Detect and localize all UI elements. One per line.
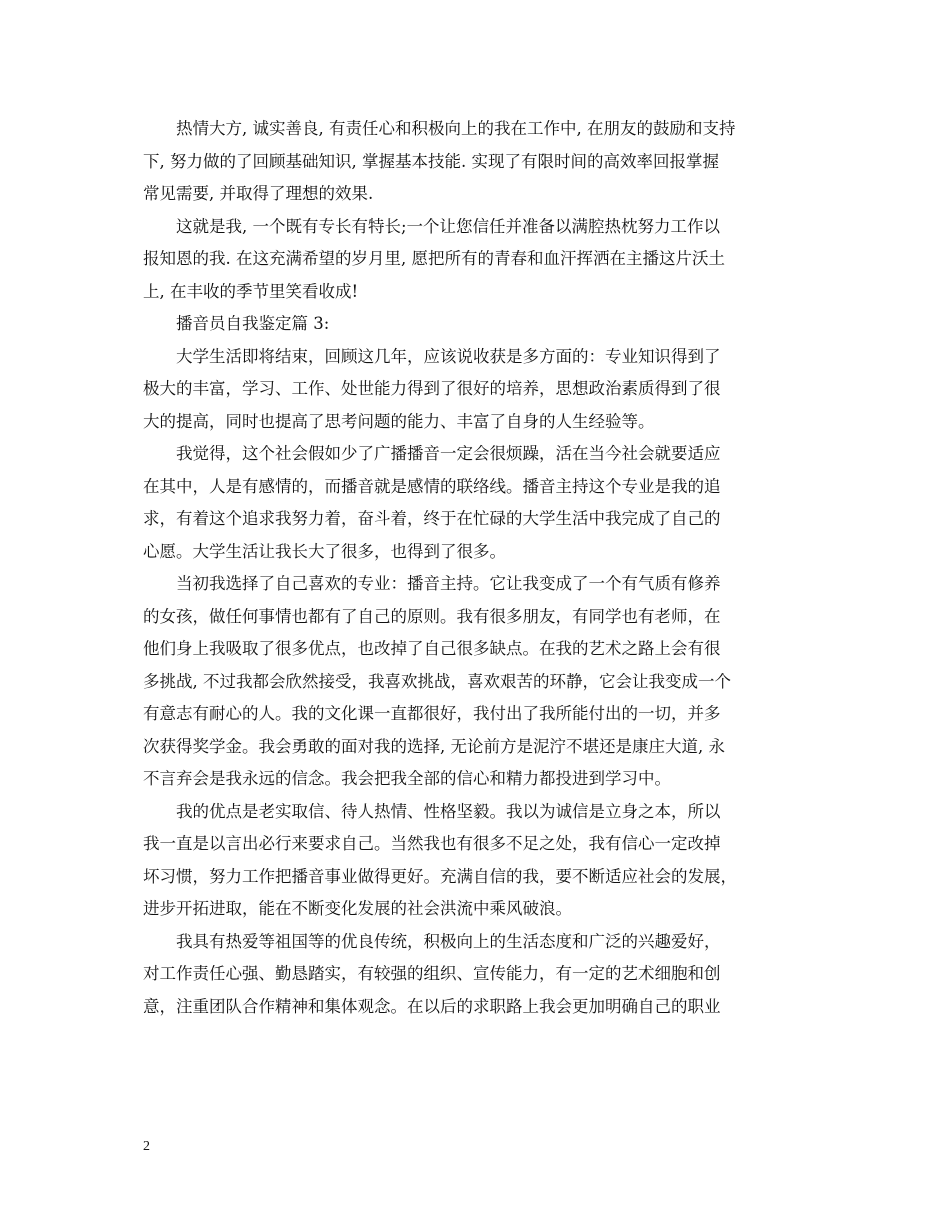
text-line: 次获得奖学金。我会勇敢的面对我的选择, 无论前方是泥泞不堪还是康庄大道, 永 (143, 736, 725, 756)
text-line: 求，有着这个追求我努力着，奋斗着，终于在忙碌的大学生活中我完成了自己的 (143, 509, 721, 528)
text-line: 我的优点是老实取信、待人热情、性格坚毅。我以为诚信是立身之本，所以 (143, 801, 721, 821)
text-line: 报知恩的我. 在这充满希望的岁月里, 愿把所有的青春和血汗挥洒在主播这片沃土 (143, 249, 725, 268)
text-line: 心愿。大学生活让我长大了很多，也得到了很多。 (143, 541, 506, 561)
text-line: 上, 在丰收的季节里笑看收成! (143, 281, 359, 301)
document-body (143, 113, 823, 1023)
text-line: 我具有热爱等祖国等的优良传统，积极向上的生活态度和广泛的兴趣爱好， (143, 931, 721, 951)
text-line: 常见需要, 并取得了理想的效果. (143, 184, 374, 203)
text-line: 的女孩，做任何事情也都有了自己的原则。我有很多朋友，有同学也有老师，在 (143, 606, 721, 626)
text-line: 多挑战, 不过我都会欣然接受，我喜欢挑战，喜欢艰苦的环静，它会让我变成一个 (143, 671, 731, 691)
text-line: 我一直是以言出必行来要求自己。当然我也有很多不足之处，我有信心一定改掉 (143, 834, 721, 853)
text-line: 当初我选择了自己喜欢的专业：播音主持。它让我变成了一个有气质有修养 (143, 574, 721, 593)
text-line: 这就是我, 一个既有专长有特长;一个让您信任并准备以满腔热枕努力工作以 (143, 216, 721, 236)
text-line: 对工作责任心强、勤恳踏实，有较强的组织、宣传能力，有一定的艺术细胞和创 (143, 964, 721, 983)
text-line: 播音员自我鉴定篇 3: (143, 314, 330, 333)
text-line: 极大的丰富，学习、工作、处世能力得到了很好的培养，思想政治素质得到了很 (143, 379, 721, 398)
text-line: 意，注重团队合作精神和集体观念。在以后的求职路上我会更加明确自己的职业 (143, 996, 721, 1016)
text-line: 进步开拓进取，能在不断变化发展的社会洪流中乘风破浪。 (143, 899, 572, 918)
text-line: 坏习惯，努力工作把播音事业做得更好。充满自信的我，要不断适应社会的发展， (143, 866, 737, 886)
text-line: 下, 努力做的了回顾基础知识, 掌握基本技能. 实现了有限时间的高效率回报掌握 (143, 151, 719, 171)
text-line: 在其中，人是有感情的，而播音就是感情的联络线。播音主持这个专业是我的追 (143, 476, 721, 496)
text-line: 有意志有耐心的人。我的文化课一直都很好，我付出了我所能付出的一切，并多 (143, 704, 721, 723)
text-line: 他们身上我吸取了很多优点，也改掉了自己很多缺点。在我的艺术之路上会有很 (143, 639, 721, 658)
text-line: 大的提高，同时也提高了思考问题的能力、丰富了自身的人生经验等。 (143, 411, 655, 431)
text-line: 热情大方, 诚实善良, 有责任心和积极向上的我在工作中, 在朋友的鼓励和支持 (143, 119, 736, 138)
page-number: 2 (143, 1139, 150, 1154)
text-line: 我觉得，这个社会假如少了广播播音一定会很烦躁，活在当今社会就要适应 (143, 444, 721, 463)
text-line: 大学生活即将结束，回顾这几年，应该说收获是多方面的：专业知识得到了 (143, 346, 721, 366)
text-line: 不言弃会是我永远的信念。我会把我全部的信心和精力都投进到学习中。 (143, 769, 671, 788)
